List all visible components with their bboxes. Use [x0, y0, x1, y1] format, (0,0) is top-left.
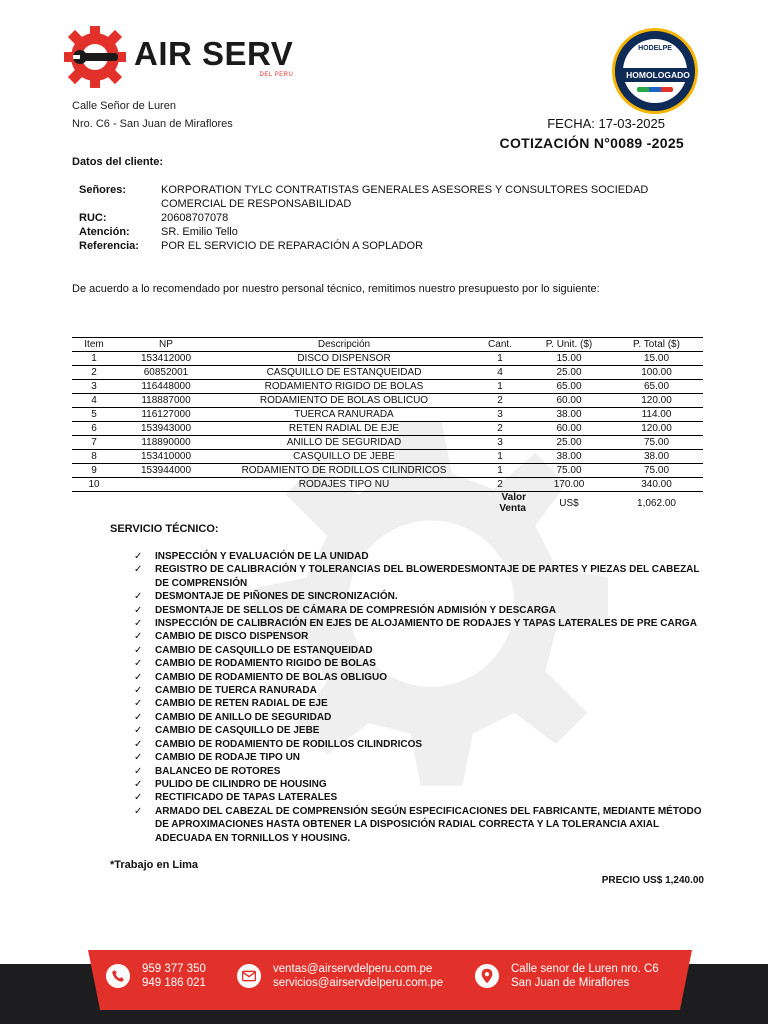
cell-unit-price: 75.00: [528, 464, 610, 478]
checkmark-icon: ✓: [134, 778, 143, 790]
service-item: [134, 657, 704, 670]
service-item-text: DESMONTAJE DE SELLOS DE CÁMARA DE COMPRESIÓN ADMISIÓN Y DESCARGA: [155, 604, 556, 616]
cell-description: CASQUILLO DE ESTANQUEIDAD: [216, 366, 472, 380]
table-row: [72, 464, 703, 478]
checkmark-icon: ✓: [134, 658, 143, 670]
service-item-text: BALANCEO DE ROTORES: [155, 765, 281, 777]
cell-total-price: 120.00: [610, 394, 703, 408]
total-value: 1,062.00: [637, 497, 676, 509]
client-key: RUC:: [79, 212, 107, 224]
table-header-row: [72, 338, 703, 352]
cell-description: TUERCA RANURADA: [216, 408, 472, 422]
address-line-1: Calle Señor de Luren: [72, 100, 176, 112]
table-row: [72, 436, 703, 450]
cell-description: RETEN RADIAL DE EJE: [216, 422, 472, 436]
header-unit-price: P. Unit. ($): [528, 338, 610, 352]
service-item: [134, 711, 704, 724]
phone-1[interactable]: 959 377 350: [142, 963, 206, 975]
cell-np: 60852001: [116, 366, 216, 380]
footer-phones: [106, 962, 206, 990]
items-table: [72, 337, 703, 514]
checkmark-icon: ✓: [134, 725, 143, 737]
service-item-text: CAMBIO DE ANILLO DE SEGURIDAD: [155, 711, 332, 723]
service-item: [134, 630, 704, 643]
quotation-number: COTIZACIÓN N°0089 -2025: [499, 135, 684, 151]
cell-np: 153412000: [116, 352, 216, 366]
footer-address-1: Calle senor de Luren nro. C6: [511, 963, 659, 975]
cell-unit-price: 65.00: [528, 380, 610, 394]
work-location-note: *Trabajo en Lima: [110, 859, 199, 871]
total-currency: US$: [559, 497, 579, 509]
cell-unit-price: 60.00: [528, 394, 610, 408]
service-item: [134, 697, 704, 710]
service-item: [134, 751, 704, 764]
homologado-badge: [612, 28, 698, 114]
cell-quantity: 3: [472, 408, 528, 422]
service-item: [134, 791, 704, 804]
cell-total-price: 114.00: [610, 408, 703, 422]
cell-quantity: 1: [472, 450, 528, 464]
cell-item: 4: [72, 394, 116, 408]
service-item: [134, 805, 704, 845]
cell-unit-price: 60.00: [528, 422, 610, 436]
service-item: [134, 550, 704, 563]
checkmark-icon: ✓: [134, 604, 143, 616]
email-1[interactable]: ventas@airservdelperu.com.pe: [273, 963, 433, 975]
total-label: Valor Venta: [499, 492, 526, 514]
address-line-2: Nro. C6 - San Juan de Miraflores: [72, 118, 233, 130]
document-date: FECHA: 17-03-2025: [547, 116, 665, 131]
cell-unit-price: 15.00: [528, 352, 610, 366]
cell-description: RODAMIENTO DE BOLAS OBLICUO: [216, 394, 472, 408]
service-item: [134, 590, 704, 603]
service-title: SERVICIO TÉCNICO:: [110, 523, 219, 535]
footer-emails: [237, 962, 443, 990]
cell-quantity: 2: [472, 478, 528, 492]
client-row: [79, 183, 679, 211]
cell-np: 153410000: [116, 450, 216, 464]
service-item-text: CAMBIO DE TUERCA RANURADA: [155, 685, 317, 697]
cell-quantity: 2: [472, 394, 528, 408]
service-item-text: CAMBIO DE RETEN RADIAL DE EJE: [155, 698, 328, 710]
service-item-text: RECTIFICADO DE TAPAS LATERALES: [155, 792, 338, 804]
table-row: [72, 450, 703, 464]
cell-item: 1: [72, 352, 116, 366]
table-row: [72, 380, 703, 394]
footer-address-2: San Juan de Miraflores: [511, 977, 630, 989]
cell-item: 9: [72, 464, 116, 478]
cell-item: 3: [72, 380, 116, 394]
cell-np: [116, 478, 216, 492]
cell-total-price: 38.00: [610, 450, 703, 464]
total-row: [72, 492, 703, 515]
cell-quantity: 1: [472, 380, 528, 394]
checkmark-icon: ✓: [134, 644, 143, 656]
certification-icons: [637, 87, 673, 92]
checkmark-icon: ✓: [134, 671, 143, 683]
cell-np: 118890000: [116, 436, 216, 450]
service-item-text: INSPECCIÓN Y EVALUACIÓN DE LA UNIDAD: [155, 551, 369, 562]
company-logo: [62, 24, 293, 90]
cell-unit-price: 25.00: [528, 366, 610, 380]
company-name: AIR SERV: [134, 34, 294, 72]
service-list: [134, 550, 704, 845]
cell-quantity: 1: [472, 464, 528, 478]
service-item: [134, 738, 704, 751]
checkmark-icon: ✓: [134, 738, 143, 750]
service-item-text: CAMBIO DE CASQUILLO DE JEBE: [155, 725, 320, 737]
checkmark-icon: ✓: [134, 618, 143, 630]
cell-total-price: 75.00: [610, 464, 703, 478]
service-item: [134, 684, 704, 697]
service-item: [134, 724, 704, 737]
cell-quantity: 1: [472, 352, 528, 366]
client-details: [79, 183, 679, 253]
cell-np: 118887000: [116, 394, 216, 408]
cell-description: ANILLO DE SEGURIDAD: [216, 436, 472, 450]
service-item-text: INSPECCIÓN DE CALIBRACIÓN EN EJES DE ALOJAMIENTO DE RODAJES Y TAPAS LATERALES DE PRE CARGA: [155, 618, 697, 630]
intro-text: De acuerdo a lo recomendado por nuestro personal técnico, remitimos nuestro presupuesto por lo siguiente:: [72, 283, 600, 295]
service-item: [134, 604, 704, 617]
service-item-text: DESMONTAJE DE PIÑONES DE SINCRONIZACIÓN.: [155, 591, 398, 603]
cell-item: 8: [72, 450, 116, 464]
cell-quantity: 2: [472, 422, 528, 436]
checkmark-icon: ✓: [134, 765, 143, 777]
service-item-text: ARMADO DEL CABEZAL DE COMPRENSIÓN SEGÚN ESPECIFICACIONES DEL FABRICANTE, MEDIANTE MÉTODO DE APROXIMACIONES HASTA OBTENER LA DISPOSICIÓN RADIAL CORRECTA Y LA TOLERANCIA AXIAL ADECUADA EN TORNILLOS Y HOUSING.: [155, 805, 702, 844]
cell-unit-price: 170.00: [528, 478, 610, 492]
client-key: Referencia:: [79, 240, 139, 252]
cell-unit-price: 25.00: [528, 436, 610, 450]
checkmark-icon: ✓: [134, 591, 143, 603]
footer-address: [475, 962, 659, 990]
client-value: KORPORATION TYLC CONTRATISTAS GENERALES ASESORES Y CONSULTORES SOCIEDAD COMERCIAL DE RESPONSABILIDAD: [161, 184, 649, 210]
cell-np: 116448000: [116, 380, 216, 394]
table-row: [72, 366, 703, 380]
cell-total-price: 100.00: [610, 366, 703, 380]
table-row: [72, 394, 703, 408]
cell-item: 6: [72, 422, 116, 436]
service-item-text: REGISTRO DE CALIBRACIÓN Y TOLERANCIAS DEL BLOWERDESMONTAJE DE PARTES Y PIEZAS DEL CABEZAL DE COMPRENSIÓN: [155, 564, 700, 589]
cell-total-price: 340.00: [610, 478, 703, 492]
checkmark-icon: ✓: [134, 698, 143, 710]
cell-description: RODAJES TIPO NU: [216, 478, 472, 492]
cell-np: 153944000: [116, 464, 216, 478]
service-item: [134, 617, 704, 630]
client-heading: Datos del cliente:: [72, 156, 164, 168]
header-np: NP: [116, 338, 216, 352]
service-item-text: CAMBIO DE RODAJE TIPO UN: [155, 752, 301, 764]
service-item-text: CAMBIO DE CASQUILLO DE ESTANQUEIDAD: [155, 644, 373, 656]
cell-total-price: 15.00: [610, 352, 703, 366]
client-key: Señores:: [79, 184, 127, 196]
cell-np: 153943000: [116, 422, 216, 436]
cell-total-price: 120.00: [610, 422, 703, 436]
cell-unit-price: 38.00: [528, 408, 610, 422]
header-total-price: P. Total ($): [610, 338, 703, 352]
cell-quantity: 4: [472, 366, 528, 380]
email-2[interactable]: servicios@airservdelperu.com.pe: [273, 977, 444, 989]
cell-item: 7: [72, 436, 116, 450]
client-value: POR EL SERVICIO DE REPARACIÓN A SOPLADOR: [161, 240, 424, 252]
client-value: 20608707078: [161, 212, 229, 224]
cell-description: DISCO DISPENSOR: [216, 352, 472, 366]
cell-item: 5: [72, 408, 116, 422]
service-item: [134, 778, 704, 791]
badge-top-text: HODELPE: [638, 45, 672, 52]
checkmark-icon: ✓: [134, 631, 143, 643]
service-item: [134, 671, 704, 684]
service-item-text: CAMBIO DE RODAMIENTO DE RODILLOS CILINDRICOS: [155, 738, 423, 750]
service-item-text: PULIDO DE CILINDRO DE HOUSING: [155, 778, 327, 790]
service-item-text: CAMBIO DE RODAMIENTO RIGIDO DE BOLAS: [155, 658, 376, 670]
service-item: [134, 765, 704, 778]
header-quantity: Cant.: [472, 338, 528, 352]
service-item: [134, 644, 704, 657]
checkmark-icon: ✓: [134, 752, 143, 764]
checkmark-icon: ✓: [134, 711, 143, 723]
cell-description: RODAMIENTO DE RODILLOS CILINDRICOS: [216, 464, 472, 478]
client-row: [79, 239, 679, 253]
cell-item: 10: [72, 478, 116, 492]
cell-description: RODAMIENTO RIGIDO DE BOLAS: [216, 380, 472, 394]
service-item: [134, 563, 704, 590]
table-row: [72, 478, 703, 492]
checkmark-icon: ✓: [134, 685, 143, 697]
checkmark-icon: ✓: [134, 792, 143, 804]
phone-icon: [106, 964, 130, 988]
phone-2[interactable]: 949 186 021: [142, 977, 206, 989]
table-row: [72, 352, 703, 366]
table-row: [72, 422, 703, 436]
cell-np: 116127000: [116, 408, 216, 422]
client-value: SR. Emilio Tello: [161, 226, 238, 238]
cell-total-price: 65.00: [610, 380, 703, 394]
badge-band-text: HOMOLOGADO: [612, 68, 698, 82]
location-pin-icon: [475, 964, 499, 988]
final-price: PRECIO US$ 1,240.00: [601, 875, 704, 886]
cell-total-price: 75.00: [610, 436, 703, 450]
checkmark-icon: ✓: [134, 564, 143, 576]
header-item: Item: [72, 338, 116, 352]
client-row: [79, 225, 679, 239]
client-key: Atención:: [79, 226, 130, 238]
header-description: Descripción: [216, 338, 472, 352]
checkmark-icon: ✓: [134, 805, 143, 817]
cell-description: CASQUILLO DE JEBE: [216, 450, 472, 464]
company-subname: DEL PERU: [259, 71, 294, 78]
cell-unit-price: 38.00: [528, 450, 610, 464]
service-item-text: CAMBIO DE DISCO DISPENSOR: [155, 631, 309, 643]
client-row: [79, 211, 679, 225]
service-item-text: CAMBIO DE RODAMIENTO DE BOLAS OBLIGUO: [155, 671, 388, 683]
checkmark-icon: ✓: [134, 551, 143, 562]
gear-wrench-icon: [62, 24, 128, 90]
email-icon: [237, 964, 261, 988]
table-row: [72, 408, 703, 422]
cell-item: 2: [72, 366, 116, 380]
cell-quantity: 3: [472, 436, 528, 450]
